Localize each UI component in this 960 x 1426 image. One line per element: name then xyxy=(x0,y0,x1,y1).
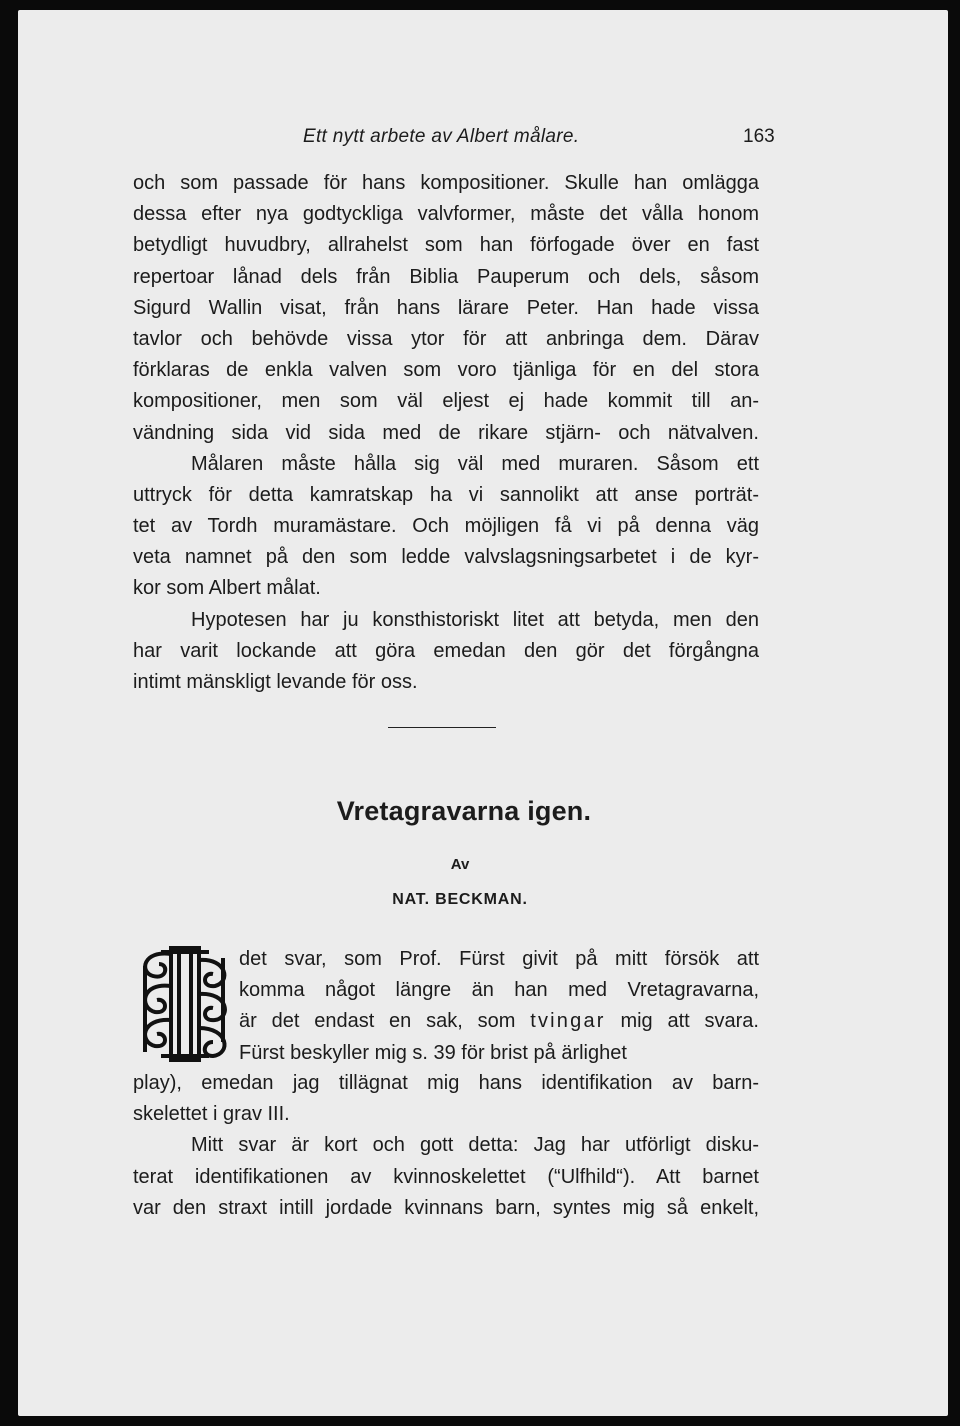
text-line: förklaras de enkla valven som voro tjänliga för en del stora xyxy=(133,359,759,382)
article-title: Vretagravarna igen. xyxy=(336,796,592,826)
text-line: Sigurd Wallin visat, från hans lärare Peter. Han hade vissa xyxy=(133,296,759,319)
dropcap-paragraph xyxy=(239,944,759,1069)
section-divider xyxy=(388,727,496,728)
continuation-paragraph xyxy=(133,1068,759,1224)
text-line: terat identifikationen av kvinnoskelettet (“Ulfhild“). Att barnet xyxy=(133,1165,759,1188)
text-line: vändning sida vid sida med de rikare stjärn- och nätvalven. xyxy=(133,421,759,444)
text-line: Målaren måste hålla sig väl med muraren. Såsom ett xyxy=(191,452,759,475)
text-line: betydligt huvudbry, allrahelst som han förfogade över en fast xyxy=(133,234,759,257)
text-line: det svar, som Prof. Fürst givit på mitt försök att xyxy=(239,948,759,970)
ornamental-initial-icon xyxy=(133,942,235,1066)
text-line: dessa efter nya godtyckliga valvformer, måste det vålla honom xyxy=(133,203,759,226)
emphasized-word: tvingar xyxy=(530,1010,606,1033)
byline-prefix: Av xyxy=(450,856,470,873)
text-line: komma något längre än han med Vretagravarna, xyxy=(239,979,759,1002)
text-line xyxy=(239,1006,759,1037)
text-line: Hypotesen har ju konsthistoriskt litet att betyda, men den xyxy=(191,608,759,631)
text-line: kompositioner, men som väl eljest ej hade kommit till an- xyxy=(133,390,759,413)
text-line: var den straxt intill jordade kvinnans barn, syntes mig så enkelt, xyxy=(133,1196,759,1219)
paragraph-1 xyxy=(133,168,759,698)
text-line: intimt mänskligt levande för oss. xyxy=(133,671,418,693)
text-line: Fürst beskyller mig s. 39 för brist på ärlighet xyxy=(239,1041,627,1064)
text-line: veta namnet på den som ledde valvslagsningsarbetet i de kyr- xyxy=(133,546,759,569)
text-line: Mitt svar är kort och gott detta: Jag har utförligt disku- xyxy=(191,1134,759,1157)
text-line: uttryck för detta kamratskap ha vi sannolikt att anse porträt- xyxy=(133,483,759,506)
book-page xyxy=(18,10,948,1416)
text-segment: är det endast en sak, som xyxy=(239,1010,531,1033)
text-line: har varit lockande att göra emedan den gör det förgångna xyxy=(133,639,759,662)
text-line: play), emedan jag tillägnat mig hans identifikation av barn- xyxy=(133,1072,759,1094)
text-line: skelettet i grav III. xyxy=(133,1103,290,1126)
text-line: repertoar lånad dels från Biblia Pauperum och dels, såsom xyxy=(133,265,759,288)
author-name: NAT. BECKMAN. xyxy=(392,891,528,908)
page-number: 163 xyxy=(743,126,775,147)
text-line: och som passade för hans kompositioner. Skulle han omlägga xyxy=(133,172,759,194)
text-line: kor som Albert målat. xyxy=(133,577,321,600)
running-head-title: Ett nytt arbete av Albert målare. xyxy=(303,126,580,147)
text-line: tavlor och behövde vissa ytor för att anbringa dem. Därav xyxy=(133,327,759,350)
text-segment: mig att svara. xyxy=(605,1010,759,1033)
text-line: tet av Tordh muramästare. Och möjligen få vi på denna väg xyxy=(133,515,759,538)
running-head xyxy=(18,126,948,166)
